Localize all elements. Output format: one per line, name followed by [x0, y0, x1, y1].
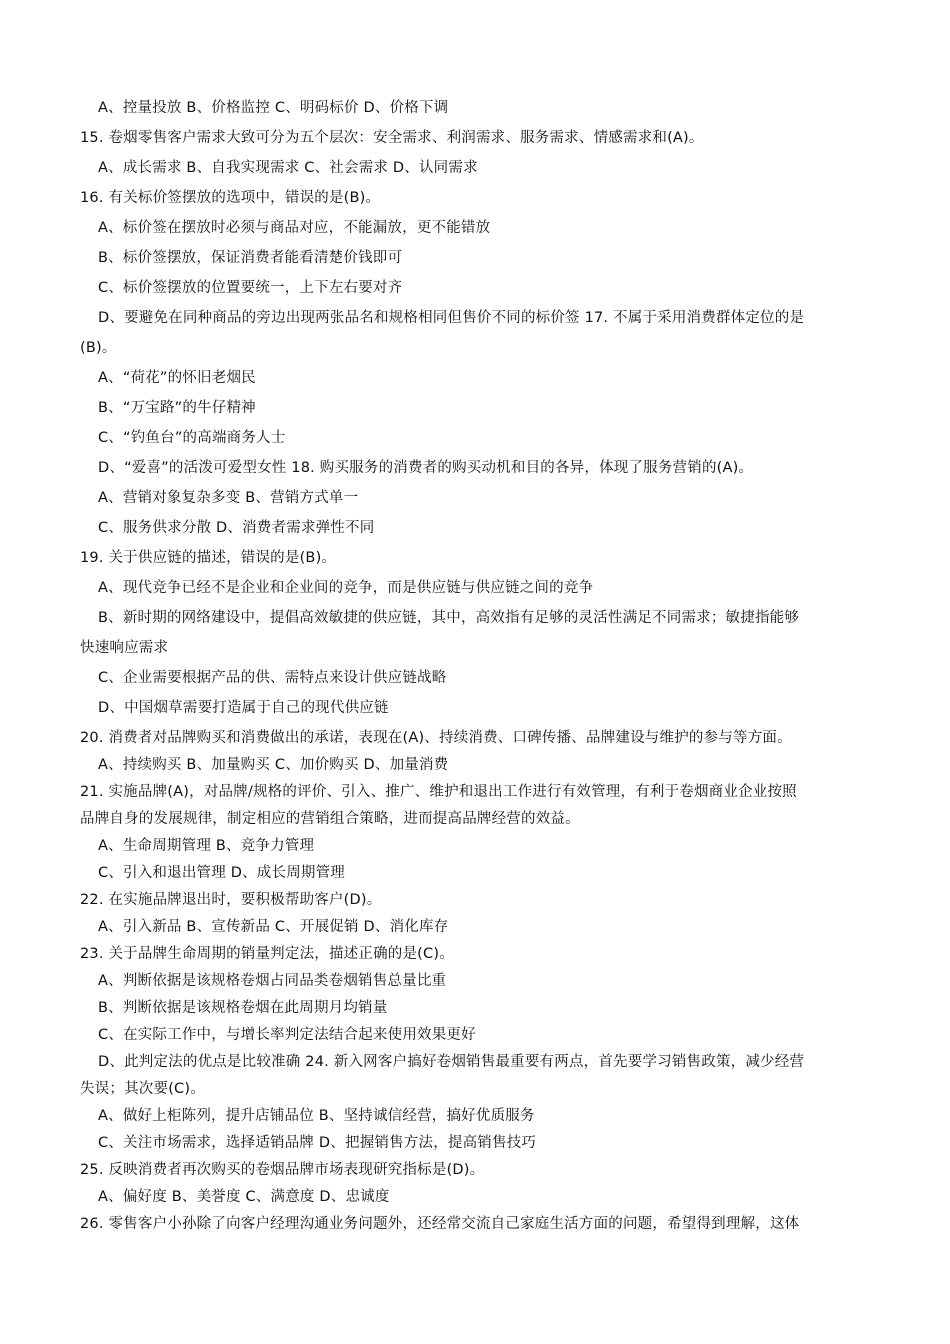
- answer-options-line: C、服务供求分散 D、消费者需求弹性不同: [98, 520, 375, 536]
- answer-option-a: A、标价签在摆放时必须与商品对应，不能漏放，更不能错放: [98, 220, 491, 236]
- answer-options-line: A、引入新品 B、宣传新品 C、开展促销 D、消化库存: [98, 919, 449, 935]
- answer-options-line: A、做好上柜陈列，提升店铺品位 B、坚持诚信经营，搞好优质服务: [98, 1108, 535, 1124]
- answer-option-c: C、“钓鱼台”的高端商务人士: [98, 430, 286, 446]
- question-21-continued: 品牌自身的发展规律，制定相应的营销组合策略，进而提高品牌经营的效益。: [80, 811, 580, 827]
- question-25: 25. 反映消费者再次购买的卷烟品牌市场表现研究指标是(D)。: [80, 1162, 485, 1178]
- answer-option-d-and-question-24: D、此判定法的优点是比较准确 24. 新入网客户搞好卷烟销售最重要有两点，首先要学习销售政策，减少经营: [98, 1054, 805, 1070]
- question-16: 16. 有关标价签摆放的选项中，错误的是(B)。: [80, 190, 381, 206]
- answer-option-a: A、“荷花”的怀旧老烟民: [98, 370, 256, 386]
- question-21: 21. 实施品牌(A)，对品牌/规格的评价、引入、推广、维护和退出工作进行有效管理，有利于卷烟商业企业按照: [80, 784, 797, 800]
- question-24-continued: 失误；其次要(C)。: [80, 1081, 205, 1097]
- answer-option-d-and-question-17: D、要避免在同种商品的旁边出现两张品名和规格相同但售价不同的标价签 17. 不属于采用消费群体定位的是: [98, 310, 805, 326]
- answer-options-line: A、持续购买 B、加量购买 C、加价购买 D、加量消费: [98, 757, 449, 773]
- answer-option-c: C、企业需要根据产品的供、需特点来设计供应链战略: [98, 670, 447, 686]
- question-19: 19. 关于供应链的描述，错误的是(B)。: [80, 550, 337, 566]
- answer-option-a: A、判断依据是该规格卷烟占同品类卷烟销售总量比重: [98, 973, 447, 989]
- answer-option-d: D、中国烟草需要打造属于自己的现代供应链: [98, 700, 389, 716]
- answer-option-b: B、新时期的网络建设中，提倡高效敏捷的供应链，其中，高效指有足够的灵活性满足不同需求；敏捷指能够: [98, 610, 800, 626]
- answer-option-b: B、判断依据是该规格卷烟在此周期月均销量: [98, 1000, 388, 1016]
- question-20: 20. 消费者对品牌购买和消费做出的承诺，表现在(A)、持续消费、口碑传播、品牌建设与维护的参与等方面。: [80, 730, 792, 746]
- answer-option-a: A、现代竞争已经不是企业和企业间的竞争，而是供应链与供应链之间的竞争: [98, 580, 594, 596]
- answer-options-line: A、控量投放 B、价格监控 C、明码标价 D、价格下调: [98, 100, 449, 116]
- answer-option-c: C、标价签摆放的位置要统一，上下左右要对齐: [98, 280, 403, 296]
- answer-options-line: A、生命周期管理 B、竞争力管理: [98, 838, 315, 854]
- answer-option-c: C、在实际工作中，与增长率判定法结合起来使用效果更好: [98, 1027, 476, 1043]
- answer-option-b: B、“万宝路”的牛仔精神: [98, 400, 256, 416]
- question-23: 23. 关于品牌生命周期的销量判定法，描述正确的是(C)。: [80, 946, 454, 962]
- question-22: 22. 在实施品牌退出时，要积极帮助客户(D)。: [80, 892, 382, 908]
- answer-option-b: B、标价签摆放，保证消费者能看清楚价钱即可: [98, 250, 403, 266]
- answer-option-b-continued: 快速响应需求: [80, 640, 169, 656]
- answer-options-line: C、引入和退出管理 D、成长周期管理: [98, 865, 345, 881]
- question-17-answer: (B)。: [80, 340, 117, 356]
- answer-options-line: C、关注市场需求，选择适销品牌 D、把握销售方法，提高销售技巧: [98, 1135, 537, 1151]
- answer-option-d-and-question-18: D、“爱喜”的活泼可爱型女性 18. 购买服务的消费者的购买动机和目的各异，体现了服务营销的(A)。: [98, 460, 754, 476]
- answer-options-line: A、偏好度 B、美誉度 C、满意度 D、忠诚度: [98, 1189, 390, 1205]
- question-26: 26. 零售客户小孙除了向客户经理沟通业务问题外，还经常交流自己家庭生活方面的问题，希望得到理解，这体: [80, 1216, 800, 1232]
- answer-options-line: A、营销对象复杂多变 B、营销方式单一: [98, 490, 359, 506]
- question-15: 15. 卷烟零售客户需求大致可分为五个层次：安全需求、利润需求、服务需求、情感需求和(A)。: [80, 130, 704, 146]
- answer-options-line: A、成长需求 B、自我实现需求 C、社会需求 D、认同需求: [98, 160, 478, 176]
